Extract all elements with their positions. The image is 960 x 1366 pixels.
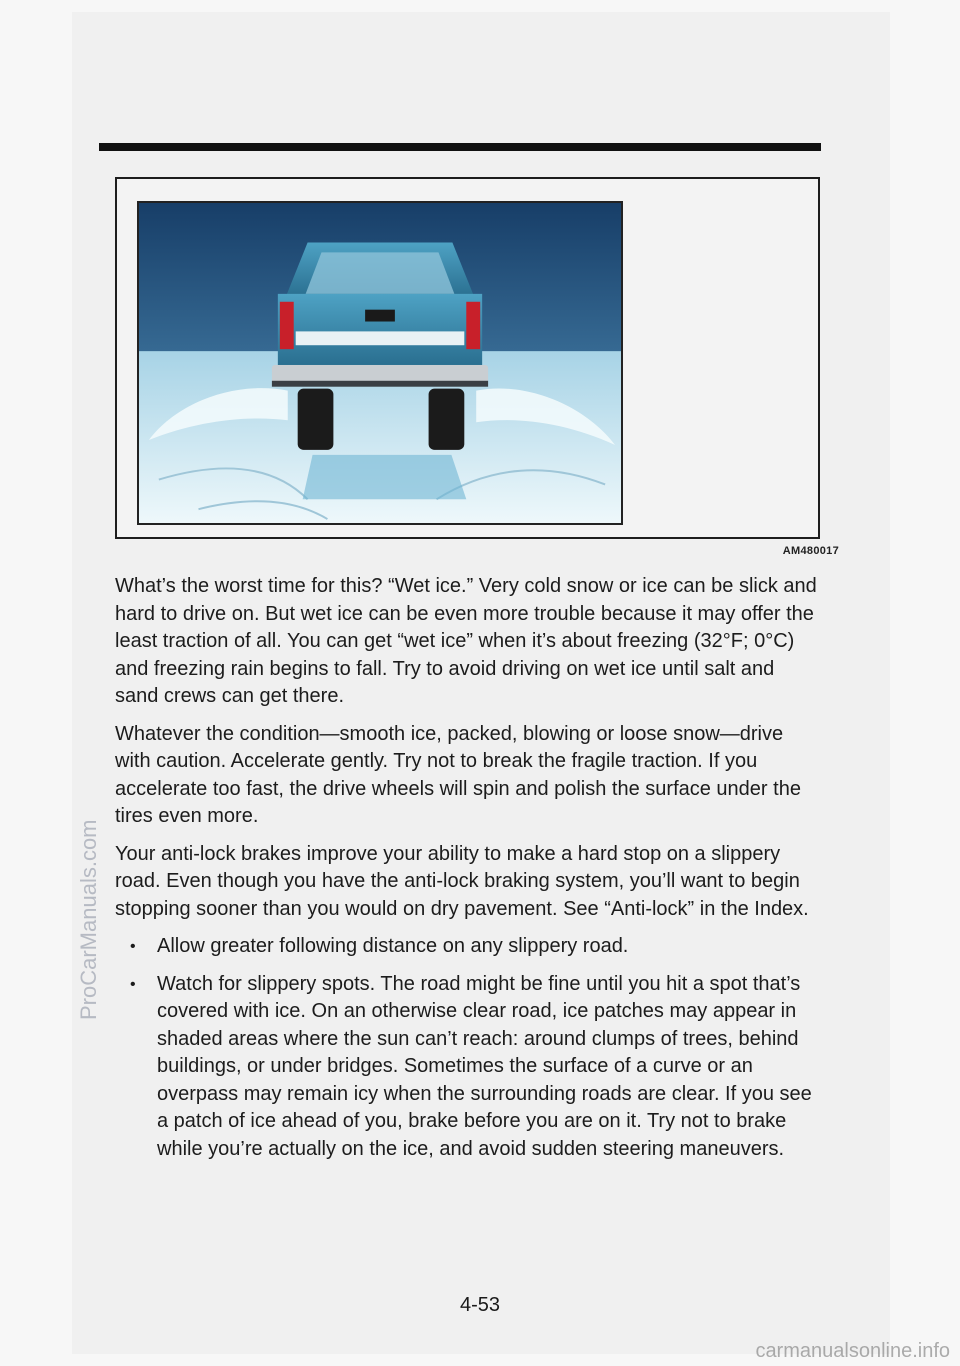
rear-window: [306, 252, 455, 293]
list-item: [130, 971, 821, 1164]
ice-reflection: [303, 455, 467, 499]
body-text: [115, 573, 821, 1173]
rear-bumper: [272, 365, 488, 383]
tips-list: [115, 933, 821, 1163]
bullet-glyph: •: [130, 938, 136, 955]
figure-frame: [115, 177, 820, 539]
top-rule: [99, 143, 821, 151]
footer-watermark: carmanualsonline.info: [755, 1340, 950, 1362]
paragraph-anti-lock: Your anti-lock brakes improve your ability to make a hard stop on a slippery road. Even though you have the anti-lock braking system, you’ll want to begin stopping sooner than you would on dry pavement. See “Anti-lock” in the Index.: [115, 842, 809, 920]
list-item-text: Allow greater following distance on any slippery road.: [157, 935, 629, 957]
right-tail-light: [466, 302, 480, 349]
right-tire: [429, 389, 465, 450]
license-plate: [365, 310, 395, 322]
truck-illustration-svg: [139, 203, 621, 523]
paragraph-conditions: Whatever the condition—smooth ice, packed, blowing or loose snow—drive with caution. Accelerate gently. Try not to break the fragile traction. If you accelerate too fast, the drive wheels will spin and polish the surface under the tires even more.: [115, 722, 801, 827]
bullet-glyph: •: [130, 975, 136, 993]
page-number: 4-53: [459, 1294, 501, 1316]
figure-code: AM480017: [782, 545, 839, 557]
side-watermark: ProCarManuals.com: [76, 819, 101, 1020]
list-item-text: Watch for slippery spots. The road might be fine until you hit a spot that’s covered with ice. On an otherwise clear road, ice patches may appear in shaded areas where the sun can’t reach: around clumps of trees, behind buildings, or under bridges. Sometimes the surface of a curve or an overpass may remain icy when the surrounding roads are clear. If you see a patch of ice ahead of you, brake before you are on it. Try not to brake while you’re actually on the ice, and avoid sudden steering maneuvers.: [157, 972, 812, 1160]
list-item: [130, 933, 821, 961]
tailgate-stripe: [296, 331, 465, 345]
bumper-shadow: [272, 381, 488, 387]
truck-bed: [278, 294, 482, 365]
truck-on-ice-illustration: [137, 201, 623, 525]
left-tail-light: [280, 302, 294, 349]
paragraph-wet-ice: What’s the worst time for this? “Wet ice.” Very cold snow or ice can be slick and hard to drive on. But wet ice can be even more trouble because it may offer the least traction of all. You can get “wet ice” when it’s about freezing (32°F; 0°C) and freezing rain begins to fall. Try to avoid driving on wet ice until salt and sand crews can get there.: [115, 575, 817, 707]
left-tire: [298, 389, 334, 450]
